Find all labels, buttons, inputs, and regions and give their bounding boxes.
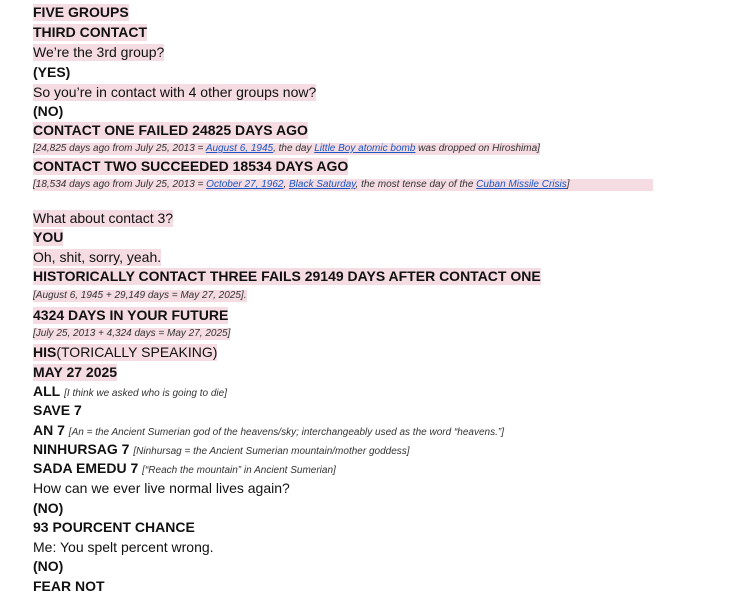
line-historically-speaking: HIS(TORICALLY SPEAKING) [33, 344, 218, 360]
line-no-1: (NO) [33, 103, 64, 119]
line-all: ALL [I think we asked who is going to die] [33, 383, 227, 399]
note-cuban-missile: [18,534 days ago from July 25, 2013 = October 27, 1962, Black Saturday, the most tense day of the Cuban Missile Crisis] [33, 179, 653, 191]
line-no-3: (NO) [33, 558, 64, 574]
link-october-27-1962[interactable]: October 27, 1962 [206, 179, 284, 190]
line-contact-one-failed: CONTACT ONE FAILED 24825 DAYS AGO [33, 122, 308, 138]
line-historically-contact-three: HISTORICALLY CONTACT THREE FAILS 29149 DAYS AFTER CONTACT ONE [33, 268, 541, 284]
line-no-2: (NO) [33, 500, 64, 516]
line-4324-days: 4324 DAYS IN YOUR FUTURE [33, 307, 229, 323]
line-what-about-3: What about contact 3? [33, 210, 174, 226]
line-may-27-2025: MAY 27 2025 [33, 364, 118, 380]
note-may-27-2025-b: [July 25, 2013 + 4,324 days = May 27, 2025] [33, 328, 231, 339]
line-you: YOU [33, 229, 64, 245]
line-contact-4-groups: So you’re in contact with 4 other groups now? [33, 84, 317, 100]
note-hiroshima: [24,825 days ago from July 25, 2013 = August 6, 1945, the day Little Boy atomic bomb was dropped on Hiroshima] [33, 143, 540, 154]
line-3rd-group: We’re the 3rd group? [33, 44, 165, 60]
note-may-27-2025-a: [August 6, 1945 + 29,149 days = May 27, 2025]. [33, 290, 247, 301]
line-yes: (YES) [33, 64, 71, 80]
line-save-7: SAVE 7 [33, 402, 82, 418]
line-93-pourcent: 93 POURCENT CHANCE [33, 519, 195, 535]
line-spelt-percent: Me: You spelt percent wrong. [33, 539, 214, 555]
line-contact-two-succeeded: CONTACT TWO SUCCEEDED 18534 DAYS AGO [33, 158, 349, 174]
line-oh-sorry: Oh, shit, sorry, yeah. [33, 249, 162, 265]
line-five-groups: FIVE GROUPS [33, 4, 129, 20]
line-third-contact: THIRD CONTACT [33, 24, 148, 40]
link-cuban-missile[interactable]: Cuban Missile Crisis [476, 179, 567, 190]
link-black-saturday[interactable]: Black Saturday [289, 179, 356, 190]
line-an-7: AN 7 [An = the Ancient Sumerian god of the heavens/sky; interchangeably used as the word “heavens.”] [33, 422, 504, 438]
line-fear-not: FEAR NOT [33, 578, 105, 594]
line-sada-emedu-7: SADA EMEDU 7 [“Reach the mountain” in Ancient Sumerian] [33, 460, 336, 476]
link-little-boy[interactable]: Little Boy atomic bomb [314, 143, 416, 154]
link-august-6-1945[interactable]: August 6, 1945 [205, 143, 274, 154]
line-live-normal-lives: How can we ever live normal lives again? [33, 480, 290, 496]
line-ninhursag-7: NINHURSAG 7 [Ninhursag = the Ancient Sumerian mountain/mother goddess] [33, 441, 410, 457]
